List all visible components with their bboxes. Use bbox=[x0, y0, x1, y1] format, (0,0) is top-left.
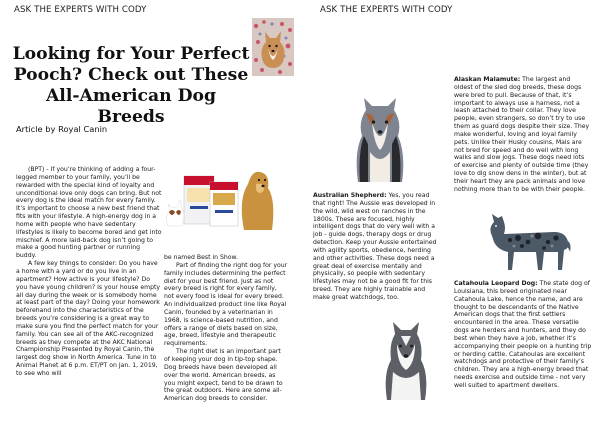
breed-description: The largest and oldest of the sled dog breeds, these dogs were bred to pull. Because of that, it’s important to always use a harness, not a leash attached to their collar. They love people, even strangers, so don’t try to use them as guard dogs despite their size. They make wonderful, loving and loyal family pets. Unlike their Husky cousins, Mals are not bred for speed and do well with long walks and slow jogs. These dogs need lots of exercise and plenty of outside time (they love to dig snow dens in the winter), but at their heart they are pack animals and love nothing more than to be with their people. bbox=[454, 76, 590, 193]
breed-entry-alaskan-malamute bbox=[454, 76, 590, 194]
breed-entry-australian-shepherd bbox=[313, 192, 441, 302]
article-page-right bbox=[300, 0, 600, 424]
article-paragraph: The right diet is an important part of keeping your dog in tip-top shape. Dog breeds have been developed all over the world. American breeds, as you might expect, tend to be drawn to the great outdoors. Here are some all-American dog breeds to consider. bbox=[164, 348, 283, 403]
breed-description: The state dog of Louisiana, this breed originated near Catahoula Lake, hence the name, and are thought to be descendants of the Native American dogs that the first settlers encountered in the area. These versatile dogs are herders and hunters, and they do best when they have a job, whether it’s accompanying their people on a hunting trip or herding cattle. Catahoulas are excellent watchdogs and protective of their family’s children. They are a high-energy breed that needs exercise and outside time - not very well suited to apartment dwellers. bbox=[454, 280, 592, 389]
article-paragraph: Part of finding the right dog for your family includes determining the perfect diet for your best friend. Just as not every breed is right for every family, not every food is ideal for every breed. An individualized product line like Royal Canin, founded by a veterinarian in 1968, is science-based nutrition, and offers a range of diets based on size, age, breed, lifestyle and therapeutic requirements. bbox=[164, 261, 288, 348]
australian-shepherd-photo bbox=[344, 92, 416, 184]
article-paragraph: be named Best in Show. bbox=[164, 254, 238, 261]
dog-food-product-photo bbox=[160, 160, 282, 240]
article-column-1 bbox=[16, 166, 162, 378]
breed-entry-catahoula-leopard-dog bbox=[454, 280, 592, 390]
breed-name: Australian Shepherd: bbox=[313, 192, 387, 199]
breed-name: Catahoula Leopard Dog: bbox=[454, 280, 538, 287]
breed-description: Yes, you read that right! The Aussie was developed in the wild, wild west on ranches in the 1800s. These are focused, highly intelligent dogs that do very well with a job - guide dogs, therapy dogs or drug detection. Keep your Aussie entertained with agility sports, obedience, herding and other activities. These dogs need a great deal of exercise mentally and physically, so people with sedentary lifestyles may not be a good fit for this breed. They are highly trainable and make great watchdogs, too. bbox=[313, 192, 437, 301]
article-byline: Article by Royal Canin bbox=[16, 124, 108, 134]
catahoula-leopard-dog-photo bbox=[474, 212, 572, 272]
dog-photo-corgi-mix bbox=[252, 18, 294, 76]
article-paragraph: A few key things to consider: Do you have a home with a yard or do you live in an apartment? How active is your lifestyle? Do you have young children? Is your house empty all day during the week or is somebody home at least part of the day? Doing your homework beforehand into the characteristics of the breeds you’re considering is a great way to make sure you find the perfect match for your family. You can see all of the AKC-recognized breeds as they compete at the AKC National Championship Presented by Royal Canin, the largest dog show in North America. Tune in to Animal Planet at 6 p.m. ET/PT on Jan. 1, 2019, to see who will bbox=[16, 260, 161, 377]
article-title: Looking for Your Perfect Pooch? Check out These All-American Dog Breeds bbox=[12, 44, 250, 127]
article-column-2 bbox=[164, 254, 288, 403]
alaskan-malamute-photo bbox=[379, 320, 433, 402]
page-header: ASK THE EXPERTS WITH CODY bbox=[320, 5, 453, 15]
breed-name: Alaskan Malamute: bbox=[454, 76, 521, 83]
article-paragraph: (BPT) - If you’re thinking of adding a four-legged member to your family, you’ll be rewarded with the special kind of loyalty and unconditional love only dogs can bring. But not every dog is the ideal match for every family. It’s important to choose a new best friend that fits with your lifestyle. A high-energy dog in a home with people who have sedentary lifestyles is likely to become bored and get into mischief. A more laid-back dog isn’t going to make a good hunting partner or running buddy. bbox=[16, 166, 162, 260]
page-header: ASK THE EXPERTS WITH CODY bbox=[14, 5, 147, 15]
